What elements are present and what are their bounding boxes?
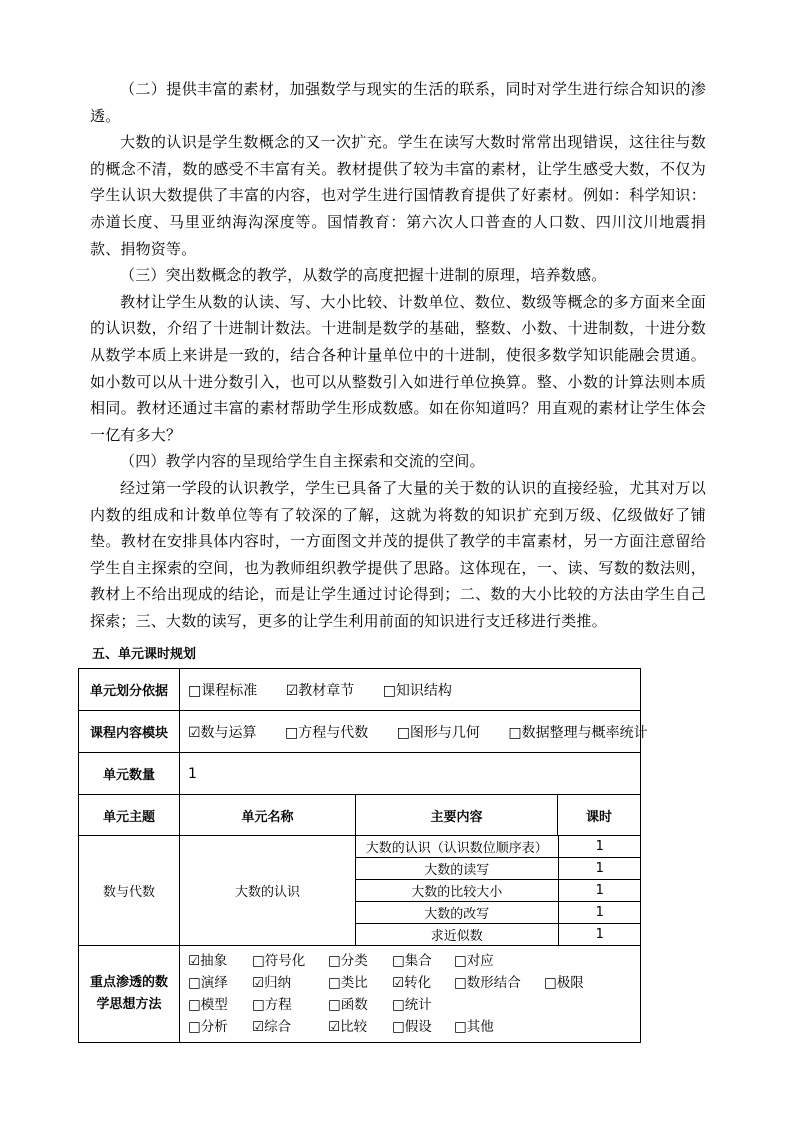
count-value: 1 bbox=[180, 753, 641, 795]
checkbox-option[interactable]: □数据整理与概率统计 bbox=[508, 724, 648, 741]
content-hours: 1 bbox=[558, 924, 641, 946]
paragraph-heading-3: （三）突出数概念的教学，从数学的高度把握十进制的原理，培养数感。 bbox=[120, 266, 607, 285]
checkbox-option[interactable]: □对应 bbox=[454, 953, 494, 969]
checkbox-option[interactable]: □符号化 bbox=[252, 953, 306, 969]
unit-theme: 数与代数 bbox=[79, 836, 180, 946]
checkbox-option[interactable]: □知识结构 bbox=[382, 682, 452, 699]
checkbox-option[interactable]: ☑比较 bbox=[328, 1019, 368, 1035]
header-hours: 课时 bbox=[558, 795, 641, 836]
checkbox-option[interactable]: □图形与几何 bbox=[396, 724, 480, 741]
table-row bbox=[356, 902, 641, 924]
thinking-row bbox=[188, 994, 640, 1016]
content-name: 大数的认识（认识数位顺序表） bbox=[356, 836, 558, 858]
table-row bbox=[356, 880, 641, 902]
checkbox-option[interactable]: ☑转化 bbox=[392, 975, 432, 991]
checkbox-option[interactable]: □假设 bbox=[392, 1019, 432, 1035]
checkbox-option[interactable]: ☑数与运算 bbox=[188, 724, 257, 741]
checkbox-option[interactable]: ☑归纳 bbox=[252, 975, 292, 991]
paragraph-heading-2: （二）提供丰富的素材，加强数学与现实的生活的联系，同时对学生进行综合知识的渗透。 bbox=[90, 80, 706, 125]
content-hours: 1 bbox=[558, 902, 641, 924]
checkbox-option[interactable]: □函数 bbox=[328, 997, 368, 1013]
header-theme: 单元主题 bbox=[79, 795, 180, 836]
checkbox-option[interactable]: □方程 bbox=[252, 997, 292, 1013]
checkbox-option[interactable]: ☑综合 bbox=[252, 1019, 292, 1035]
paragraph-heading-4: （四）教学内容的呈现给学生自主探索和交流的空间。 bbox=[120, 452, 485, 471]
thinking-label: 重点渗透的数 学思想方法 bbox=[79, 946, 180, 1043]
basis-label: 单元划分依据 bbox=[79, 669, 180, 711]
paragraph: 经过第一学段的认识教学，学生已具备了大量的关于数的认识的直接经验，尤其对万以内数的组成和计数单位等有了较深的了解，这就为将数的知识扩充到万级、亿级做好了铺垫。教材在安排具体内容时，一方面图文并茂的提供了教学的丰富素材，另一方面注意留给学生自主探索的空间，也为教师组织教学提供了思路。这体现在，一、读、写数的数法则，教材上不给出现成的结论，而是让学生通过讨论得到；二、数的大小比较的方法由学生自己探索；三、大数的读写，更多的让学生利用前面的知识进行支迁移进行类推。 bbox=[90, 478, 706, 630]
module-options bbox=[180, 711, 648, 753]
table-row bbox=[356, 836, 641, 858]
header-content: 主要内容 bbox=[356, 795, 558, 836]
content-list bbox=[356, 836, 641, 946]
table-row bbox=[356, 858, 641, 880]
basis-options bbox=[180, 669, 641, 711]
checkbox-option[interactable]: □分析 bbox=[188, 1019, 228, 1035]
checkbox-option[interactable]: □其他 bbox=[454, 1019, 494, 1035]
content-hours: 1 bbox=[558, 858, 641, 880]
content-name: 大数的读写 bbox=[356, 858, 558, 880]
checkbox-option[interactable]: □演绎 bbox=[188, 975, 228, 991]
table-row bbox=[356, 924, 641, 946]
checkbox-option[interactable]: ☑教材章节 bbox=[285, 682, 355, 699]
checkbox-option[interactable]: □极限 bbox=[544, 975, 584, 991]
checkbox-option[interactable]: □统计 bbox=[392, 997, 432, 1013]
content-name: 大数的改写 bbox=[356, 902, 558, 924]
module-label: 课程内容模块 bbox=[79, 711, 180, 753]
thinking-methods bbox=[180, 946, 641, 1043]
checkbox-option[interactable]: ☑抽象 bbox=[188, 953, 228, 969]
checkbox-option[interactable]: □类比 bbox=[328, 975, 368, 991]
thinking-row bbox=[188, 1016, 640, 1038]
body-text bbox=[90, 76, 706, 634]
count-label: 单元数量 bbox=[79, 753, 180, 795]
unit-name: 大数的认识 bbox=[180, 836, 356, 946]
content-hours: 1 bbox=[558, 880, 641, 902]
content-hours: 1 bbox=[558, 836, 641, 858]
header-unit-name: 单元名称 bbox=[180, 795, 356, 836]
checkbox-option[interactable]: □模型 bbox=[188, 997, 228, 1013]
checkbox-option[interactable]: □方程与代数 bbox=[285, 724, 369, 741]
content-name: 求近似数 bbox=[430, 929, 483, 944]
thinking-row bbox=[188, 950, 640, 972]
section-title: 五、单元课时规划 bbox=[92, 647, 197, 662]
checkbox-option[interactable]: □课程标准 bbox=[188, 682, 258, 699]
checkbox-option[interactable]: □集合 bbox=[392, 953, 432, 969]
paragraph: 教材让学生从数的认读、写、大小比较、计数单位、数位、数级等概念的多方面来全面的认识数，介绍了十进制计数法。十进制是数学的基础，整数、小数、十进制数，十进分数从数学本质上来讲是一致的，结合各种计量单位中的十进制，使很多数学知识能融会贯通。如小数可以从十进分数引入，也可以从整数引入如进行单位换算。整、小数的计算法则本质相同。教材还通过丰富的素材帮助学生形成数感。如在你知道吗？用直观的素材让学生体会一亿有多大？ bbox=[90, 292, 706, 444]
checkbox-option[interactable]: □分类 bbox=[328, 953, 368, 969]
content-name: 大数的比较大小 bbox=[356, 880, 558, 902]
unit-plan-table bbox=[78, 668, 648, 1043]
checkbox-option[interactable]: □数形结合 bbox=[454, 975, 521, 991]
paragraph: 大数的认识是学生数概念的又一次扩充。学生在读写大数时常常出现错误，这往往与数的概念不清，数的感受不丰富有关。教材提供了较为丰富的素材，让学生感受大数，不仅为学生认识大数提供了丰富的内容，也对学生进行国情教育提供了好素材。例如：科学知识：赤道长度、马里亚纳海沟深度等。国情教育：第六次人口普查的人口数、四川汶川地震捐款、捐物资等。 bbox=[90, 133, 706, 258]
thinking-row bbox=[188, 972, 640, 994]
